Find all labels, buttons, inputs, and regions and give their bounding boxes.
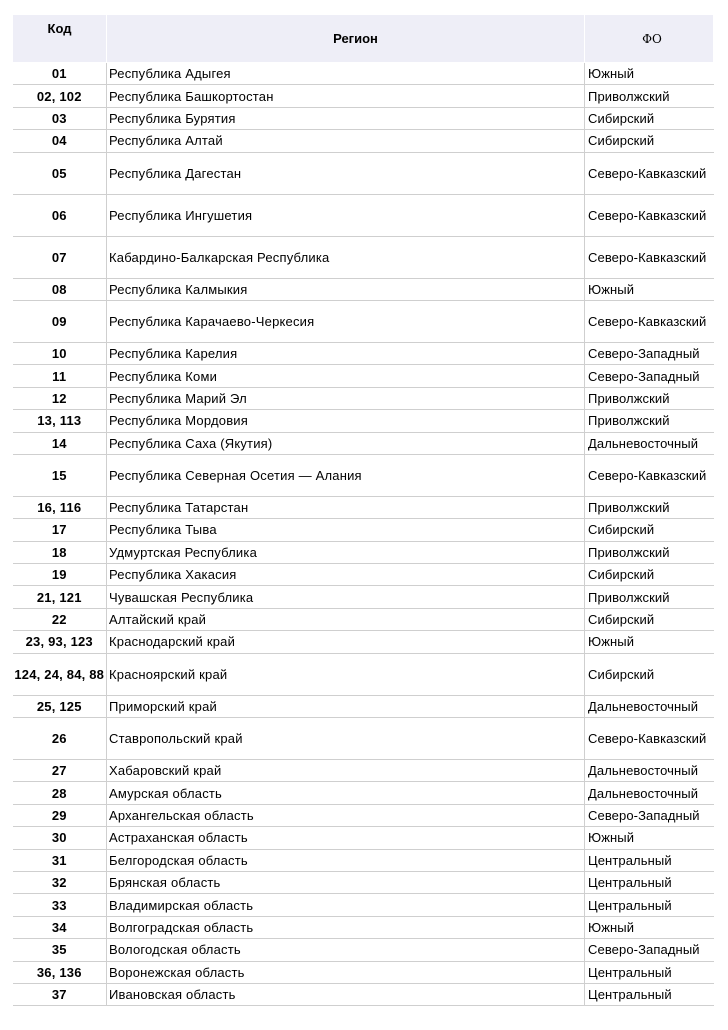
region-cell: Краснодарский край bbox=[107, 631, 585, 653]
table-row bbox=[13, 130, 714, 152]
header-region: Регион bbox=[107, 15, 585, 63]
fo-cell: Сибирский bbox=[585, 130, 714, 152]
fo-cell: Северо-Западный bbox=[585, 939, 714, 961]
code-cell: 32 bbox=[13, 871, 107, 893]
fo-cell: Центральный bbox=[585, 849, 714, 871]
table-row bbox=[13, 760, 714, 782]
code-cell: 03 bbox=[13, 107, 107, 129]
table-row bbox=[13, 586, 714, 608]
fo-cell: Приволжский bbox=[585, 410, 714, 432]
fo-cell: Южный bbox=[585, 63, 714, 85]
fo-cell: Северо-Кавказский bbox=[585, 300, 714, 342]
fo-cell: Северо-Кавказский bbox=[585, 152, 714, 194]
code-cell: 01 bbox=[13, 63, 107, 85]
table-row bbox=[13, 496, 714, 518]
code-cell: 26 bbox=[13, 718, 107, 760]
fo-cell: Сибирский bbox=[585, 608, 714, 630]
table-row bbox=[13, 85, 714, 107]
code-cell: 14 bbox=[13, 432, 107, 454]
region-cell: Республика Мордовия bbox=[107, 410, 585, 432]
code-cell: 17 bbox=[13, 519, 107, 541]
code-cell: 35 bbox=[13, 939, 107, 961]
region-cell: Воронежская область bbox=[107, 961, 585, 983]
code-cell: 33 bbox=[13, 894, 107, 916]
code-cell: 28 bbox=[13, 782, 107, 804]
fo-cell: Южный bbox=[585, 916, 714, 938]
region-cell: Республика Татарстан bbox=[107, 496, 585, 518]
code-cell: 02, 102 bbox=[13, 85, 107, 107]
code-cell: 37 bbox=[13, 983, 107, 1005]
code-cell: 06 bbox=[13, 194, 107, 236]
code-cell: 05 bbox=[13, 152, 107, 194]
fo-cell: Центральный bbox=[585, 871, 714, 893]
table-row bbox=[13, 519, 714, 541]
table-row bbox=[13, 983, 714, 1005]
code-cell: 13, 113 bbox=[13, 410, 107, 432]
table-row bbox=[13, 827, 714, 849]
region-cell: Амурская область bbox=[107, 782, 585, 804]
region-cell: Республика Коми bbox=[107, 365, 585, 387]
code-cell: 15 bbox=[13, 454, 107, 496]
fo-cell: Сибирский bbox=[585, 564, 714, 586]
region-cell: Республика Карелия bbox=[107, 342, 585, 364]
fo-cell: Южный bbox=[585, 278, 714, 300]
fo-cell: Южный bbox=[585, 631, 714, 653]
fo-cell: Приволжский bbox=[585, 541, 714, 563]
fo-cell: Дальневосточный bbox=[585, 695, 714, 717]
fo-cell: Северо-Кавказский bbox=[585, 194, 714, 236]
region-cell: Белгородская область bbox=[107, 849, 585, 871]
region-cell: Республика Ингушетия bbox=[107, 194, 585, 236]
table-row bbox=[13, 278, 714, 300]
code-cell: 31 bbox=[13, 849, 107, 871]
table-row bbox=[13, 564, 714, 586]
region-cell: Республика Алтай bbox=[107, 130, 585, 152]
code-cell: 10 bbox=[13, 342, 107, 364]
table-row bbox=[13, 342, 714, 364]
table-row bbox=[13, 894, 714, 916]
fo-cell: Дальневосточный bbox=[585, 760, 714, 782]
code-cell: 36, 136 bbox=[13, 961, 107, 983]
regions-table bbox=[12, 14, 714, 1006]
code-cell: 25, 125 bbox=[13, 695, 107, 717]
fo-cell: Сибирский bbox=[585, 653, 714, 695]
code-cell: 124, 24, 84, 88 bbox=[13, 653, 107, 695]
table-row bbox=[13, 608, 714, 630]
region-cell: Республика Башкортостан bbox=[107, 85, 585, 107]
region-cell: Хабаровский край bbox=[107, 760, 585, 782]
table-row bbox=[13, 782, 714, 804]
code-cell: 08 bbox=[13, 278, 107, 300]
table-row bbox=[13, 63, 714, 85]
region-cell: Астраханская область bbox=[107, 827, 585, 849]
region-cell: Республика Марий Эл bbox=[107, 387, 585, 409]
table-row bbox=[13, 541, 714, 563]
table-row bbox=[13, 849, 714, 871]
region-cell: Республика Саха (Якутия) bbox=[107, 432, 585, 454]
table-body bbox=[13, 63, 714, 1006]
header-fo: ФО bbox=[585, 15, 714, 63]
region-cell: Республика Северная Осетия — Алания bbox=[107, 454, 585, 496]
table-row bbox=[13, 631, 714, 653]
header-row bbox=[13, 15, 714, 63]
region-cell: Удмуртская Республика bbox=[107, 541, 585, 563]
code-cell: 16, 116 bbox=[13, 496, 107, 518]
table-header bbox=[13, 15, 714, 63]
region-cell: Красноярский край bbox=[107, 653, 585, 695]
region-cell: Республика Дагестан bbox=[107, 152, 585, 194]
code-cell: 30 bbox=[13, 827, 107, 849]
code-cell: 18 bbox=[13, 541, 107, 563]
fo-cell: Северо-Кавказский bbox=[585, 718, 714, 760]
fo-cell: Сибирский bbox=[585, 519, 714, 541]
region-cell: Республика Хакасия bbox=[107, 564, 585, 586]
fo-cell: Сибирский bbox=[585, 107, 714, 129]
code-cell: 34 bbox=[13, 916, 107, 938]
region-cell: Республика Бурятия bbox=[107, 107, 585, 129]
fo-cell: Южный bbox=[585, 827, 714, 849]
region-cell: Ставропольский край bbox=[107, 718, 585, 760]
table-row bbox=[13, 236, 714, 278]
code-cell: 27 bbox=[13, 760, 107, 782]
fo-cell: Северо-Кавказский bbox=[585, 454, 714, 496]
code-cell: 22 bbox=[13, 608, 107, 630]
region-cell: Брянская область bbox=[107, 871, 585, 893]
table-row bbox=[13, 804, 714, 826]
region-cell: Вологодская область bbox=[107, 939, 585, 961]
fo-cell: Северо-Западный bbox=[585, 342, 714, 364]
fo-cell: Центральный bbox=[585, 961, 714, 983]
table-row bbox=[13, 939, 714, 961]
table-row bbox=[13, 107, 714, 129]
code-cell: 12 bbox=[13, 387, 107, 409]
code-cell: 04 bbox=[13, 130, 107, 152]
table-row bbox=[13, 653, 714, 695]
region-cell: Архангельская область bbox=[107, 804, 585, 826]
fo-cell: Дальневосточный bbox=[585, 782, 714, 804]
region-cell: Ивановская область bbox=[107, 983, 585, 1005]
table-row bbox=[13, 695, 714, 717]
table-row bbox=[13, 454, 714, 496]
fo-cell: Северо-Западный bbox=[585, 365, 714, 387]
fo-cell: Дальневосточный bbox=[585, 432, 714, 454]
code-cell: 21, 121 bbox=[13, 586, 107, 608]
region-cell: Республика Карачаево-Черкесия bbox=[107, 300, 585, 342]
region-cell: Волгоградская область bbox=[107, 916, 585, 938]
fo-cell: Приволжский bbox=[585, 496, 714, 518]
region-cell: Кабардино-Балкарская Республика bbox=[107, 236, 585, 278]
region-cell: Республика Адыгея bbox=[107, 63, 585, 85]
fo-cell: Приволжский bbox=[585, 387, 714, 409]
code-cell: 23, 93, 123 bbox=[13, 631, 107, 653]
fo-cell: Северо-Западный bbox=[585, 804, 714, 826]
fo-cell: Северо-Кавказский bbox=[585, 236, 714, 278]
fo-cell: Центральный bbox=[585, 983, 714, 1005]
table-row bbox=[13, 152, 714, 194]
table-row bbox=[13, 365, 714, 387]
region-cell: Чувашская Республика bbox=[107, 586, 585, 608]
fo-cell: Приволжский bbox=[585, 85, 714, 107]
code-cell: 11 bbox=[13, 365, 107, 387]
table-row bbox=[13, 916, 714, 938]
region-cell: Приморский край bbox=[107, 695, 585, 717]
code-cell: 09 bbox=[13, 300, 107, 342]
table-row bbox=[13, 432, 714, 454]
region-cell: Республика Тыва bbox=[107, 519, 585, 541]
table-row bbox=[13, 871, 714, 893]
code-cell: 19 bbox=[13, 564, 107, 586]
header-code: Код bbox=[13, 15, 107, 63]
table-row bbox=[13, 194, 714, 236]
fo-cell: Приволжский bbox=[585, 586, 714, 608]
code-cell: 07 bbox=[13, 236, 107, 278]
table-row bbox=[13, 718, 714, 760]
table-row bbox=[13, 387, 714, 409]
region-cell: Алтайский край bbox=[107, 608, 585, 630]
region-cell: Республика Калмыкия bbox=[107, 278, 585, 300]
table-row bbox=[13, 961, 714, 983]
table-row bbox=[13, 410, 714, 432]
fo-cell: Центральный bbox=[585, 894, 714, 916]
table-row bbox=[13, 300, 714, 342]
code-cell: 29 bbox=[13, 804, 107, 826]
region-cell: Владимирская область bbox=[107, 894, 585, 916]
